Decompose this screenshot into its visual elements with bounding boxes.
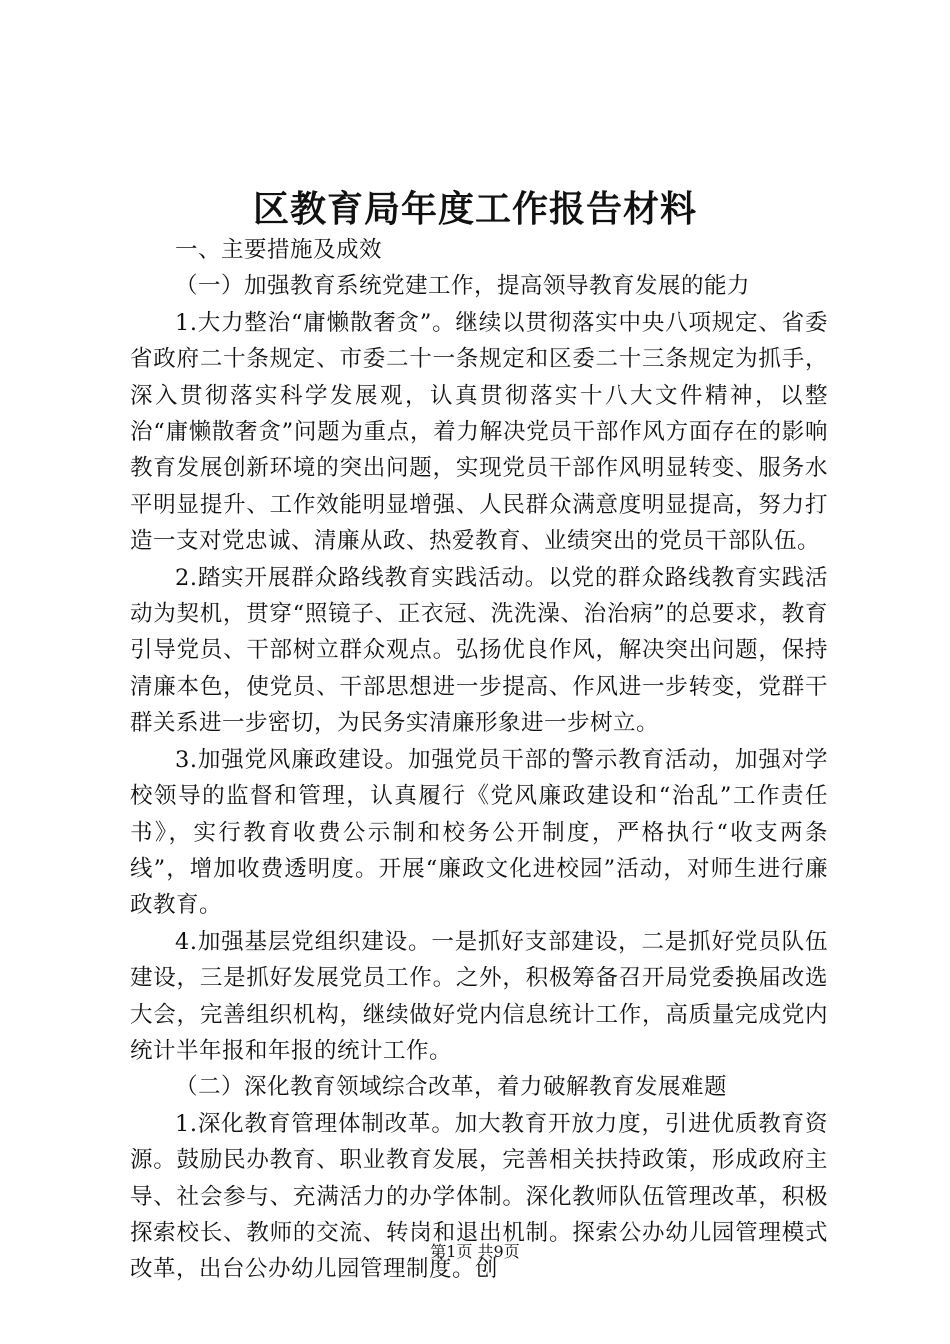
body-paragraph: 3.加强党风廉政建设。加强党员干部的警示教育活动，加强对学校领导的监督和管理，认真履行《党风廉政建设和“治乱”工作责任书》，实行教育收费公示制和校务公开制度，严格执行“收支两条线”，增加收费透明度。开展“廉政文化进校园”活动，对师生进行廉政教育。 (130, 746, 828, 919)
body-paragraph: 2.踏实开展群众路线教育实践活动。以党的群众路线教育实践活动为契机，贯穿“照镜子、正衣冠、洗洗澡、治治病”的总要求，教育引导党员、干部树立群众观点。弘扬优良作风，解决突出问题，保持清廉本色，使党员、干部思想进一步提高、作风进一步转变，党群干群关系进一步密切，为民务实清廉形象进一步树立。 (130, 564, 828, 737)
body-paragraph: 4.加强基层党组织建设。一是抓好支部建设，二是抓好党员队伍建设，三是抓好发展党员工作。之外，积极筹备召开局党委换届改选大会，完善组织机构，继续做好党内信息统计工作，高质量完成党内统计半年报和年报的统计工作。 (130, 928, 828, 1064)
subsection-heading: （一）加强教育系统党建工作，提高领导教育发展的能力 (175, 273, 751, 300)
section-heading: 一、主要措施及成效 (175, 237, 383, 263)
body-paragraph: 1.大力整治“庸懒散奢贪”。继续以贯彻落实中央八项规定、省委省政府二十条规定、市委二十一条规定和区委二十三条规定为抓手，深入贯彻落实科学发展观，认真贯彻落实十八大文件精神，以整治“庸懒散奢贪”问题为重点，着力解决党员干部作风方面存在的影响教育发展创新环境的突出问题，实现党员干部作风明显转变、服务水平明显提升、工作效能明显增强、人民群众满意度明显提高，努力打造一支对党忠诚、清廉从政、热爱教育、业绩突出的党员干部队伍。 (130, 309, 828, 555)
page-footer: 第1页 共9页 (430, 1242, 520, 1261)
document-title: 区教育局年度工作报告材料 (252, 188, 697, 230)
body-paragraph: 1.深化教育管理体制改革。加大教育开放力度，引进优质教育资源。鼓励民办教育、职业教育发展，完善相关扶持政策，形成政府主导、社会参与、充满活力的办学体制。深化教师队伍管理改革，积极探索校长、教师的交流、转岗和退出机制。探索公办幼儿园管理模式改革，出台公办幼儿园管理制度。创 (130, 1110, 828, 1283)
subsection-heading: （二）深化教育领域综合改革，着力破解教育发展难题 (175, 1074, 728, 1101)
document-body (130, 232, 828, 1288)
